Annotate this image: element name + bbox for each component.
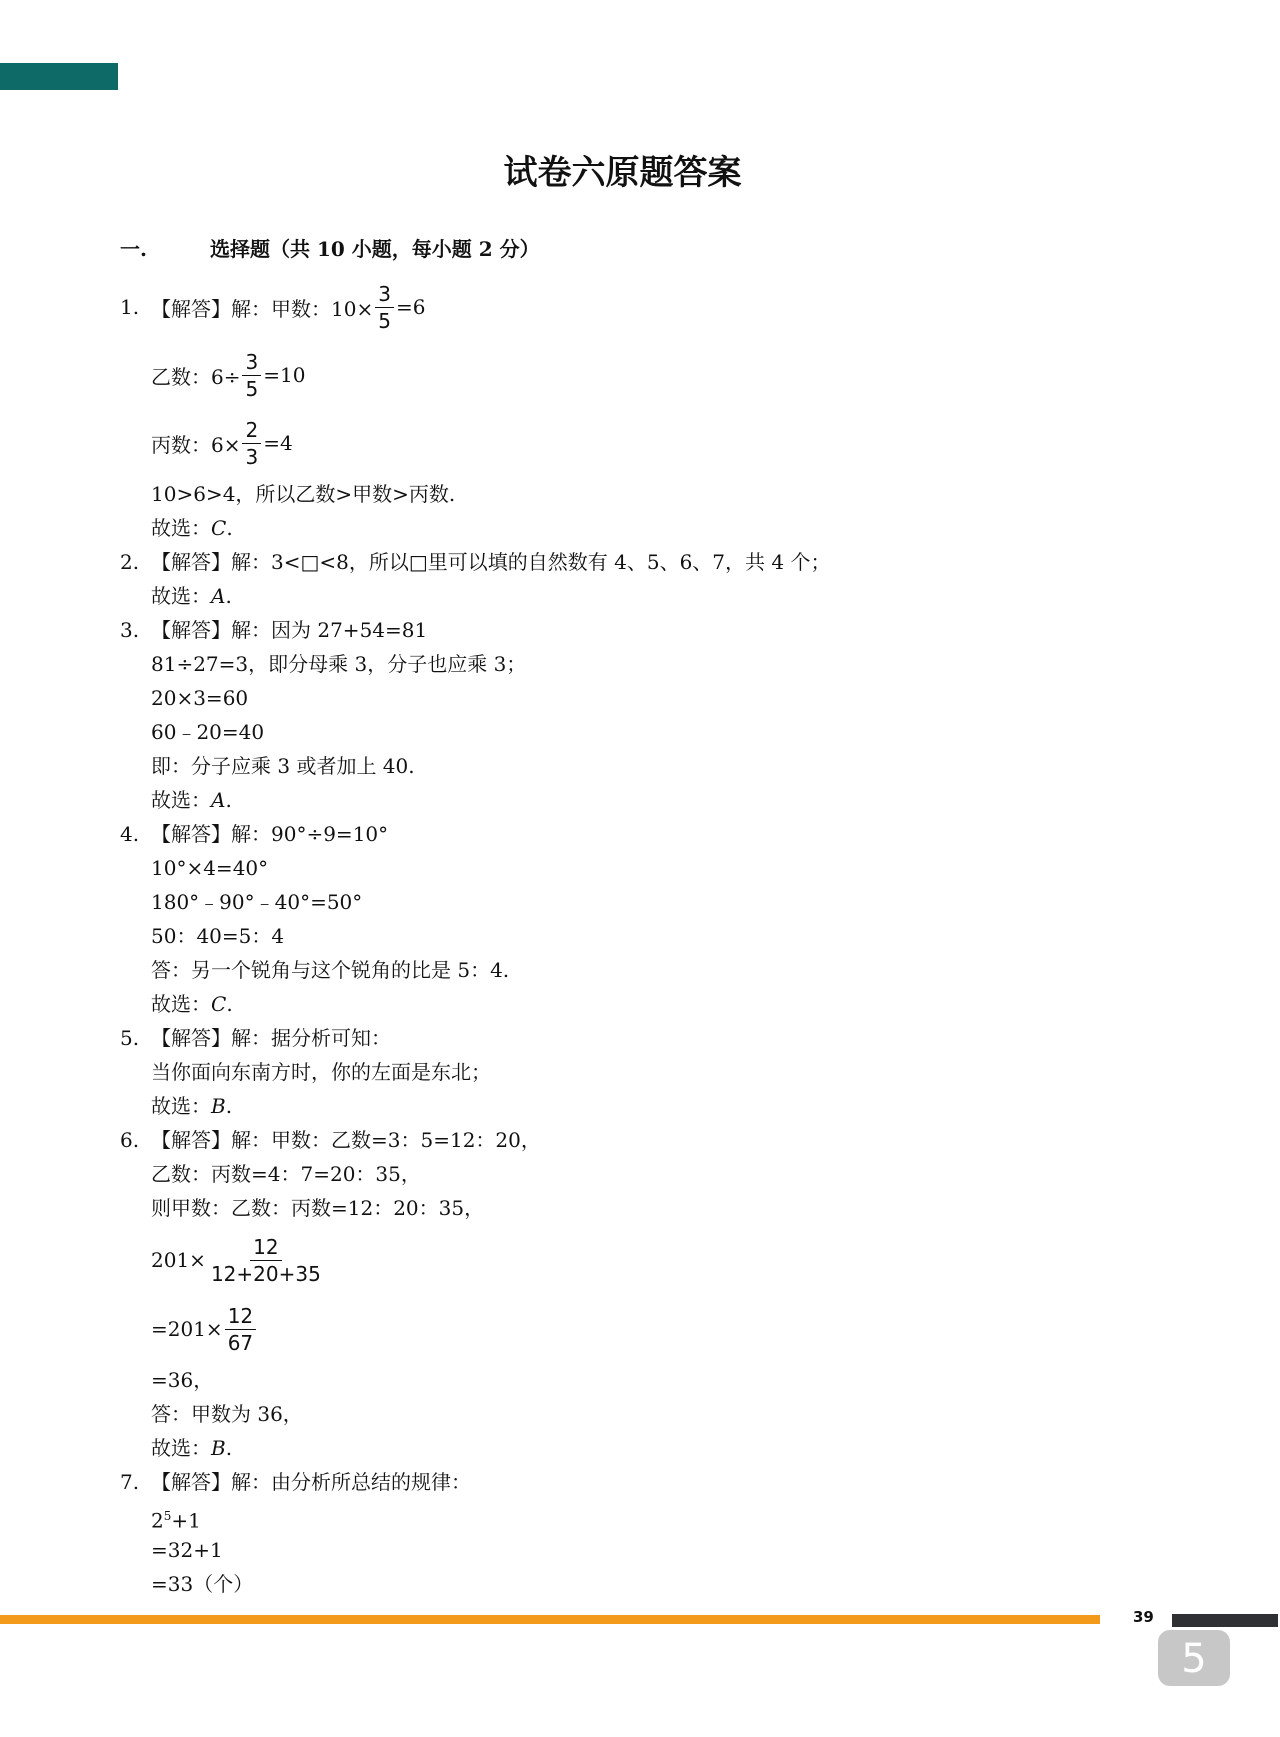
q3-line-5: 即：分子应乘 3 或者加上 40. bbox=[151, 754, 415, 778]
section-number: 一. bbox=[120, 237, 147, 261]
numerator: 3 bbox=[375, 281, 394, 308]
choice-period: . bbox=[225, 584, 232, 608]
q6-line-2: 乙数：丙数=4：7=20：35， bbox=[151, 1162, 421, 1186]
denominator: 67 bbox=[227, 1330, 254, 1355]
power-base: 2 bbox=[151, 1508, 164, 1533]
q6-line-7: 答：甲数为 36， bbox=[151, 1402, 303, 1426]
q1-line-4: 10>6>4，所以乙数>甲数>丙数. bbox=[151, 482, 456, 506]
q6-text: 201× bbox=[151, 1248, 206, 1272]
denominator: 12+20+35 bbox=[210, 1261, 321, 1286]
question-number: 4. bbox=[120, 822, 140, 846]
q3-line-1 bbox=[120, 613, 1120, 647]
choice-answer: B bbox=[211, 1094, 226, 1118]
q3-line-4: 60﹣20=40 bbox=[151, 720, 265, 744]
q5-line-2: 当你面向东南方时，你的左面是东北； bbox=[151, 1060, 491, 1084]
q3-choice bbox=[120, 783, 1120, 817]
choice-period: . bbox=[225, 788, 232, 812]
q1-result: =6 bbox=[395, 295, 426, 319]
q2-text: 【解答】解：3<□<8，所以□里可以填的自然数有 4、5、6、7，共 4 个； bbox=[151, 550, 831, 574]
choice-answer: A bbox=[211, 584, 226, 608]
numerator: 12 bbox=[250, 1234, 281, 1261]
q4-text: 【解答】解：90°÷9=10° bbox=[151, 822, 389, 846]
fraction-3-5 bbox=[375, 281, 394, 334]
question-number: 5. bbox=[120, 1026, 140, 1050]
q3-line-3: 20×3=60 bbox=[151, 686, 249, 710]
numerator: 2 bbox=[242, 417, 261, 444]
numerator: 12 bbox=[225, 1303, 256, 1330]
q4-line-3: 180°﹣90°﹣40°=50° bbox=[151, 890, 363, 914]
q1-result: =10 bbox=[263, 363, 306, 387]
q4-line-1 bbox=[120, 817, 1120, 851]
choice-label: 故选： bbox=[151, 584, 211, 608]
footer-orange-line bbox=[0, 1615, 1100, 1624]
q7-text: 【解答】解：由分析所总结的规律： bbox=[151, 1470, 471, 1494]
footer-dark-bar bbox=[1172, 1614, 1278, 1627]
answer-content bbox=[120, 273, 1120, 1601]
choice-period: . bbox=[226, 516, 233, 540]
denominator: 5 bbox=[378, 308, 391, 333]
choice-period: . bbox=[226, 992, 233, 1016]
q3-text: 【解答】解：因为 27+54=81 bbox=[151, 618, 428, 642]
q6-choice bbox=[120, 1431, 1120, 1465]
fraction-12-over-sum bbox=[208, 1234, 324, 1287]
page-number: 39 bbox=[1133, 1608, 1154, 1626]
q1-result: =4 bbox=[263, 431, 293, 455]
choice-label: 故选： bbox=[151, 1436, 211, 1460]
numerator: 3 bbox=[242, 349, 261, 376]
question-number: 7. bbox=[120, 1470, 140, 1494]
denominator: 3 bbox=[245, 444, 259, 469]
choice-period: . bbox=[225, 1436, 233, 1460]
fraction-2-3 bbox=[242, 417, 261, 470]
choice-label: 故选： bbox=[151, 516, 211, 540]
question-number: 2. bbox=[120, 550, 140, 574]
choice-answer: C bbox=[211, 992, 227, 1016]
q7-line-4: =33（个） bbox=[151, 1572, 254, 1596]
choice-answer: B bbox=[211, 1436, 226, 1460]
q5-line-1 bbox=[120, 1021, 1120, 1055]
power-exponent: 5 bbox=[163, 1509, 172, 1523]
question-number: 1. bbox=[120, 295, 140, 319]
q1-text: 丙数：6× bbox=[151, 432, 241, 457]
q1-line-2 bbox=[120, 341, 1120, 409]
denominator: 5 bbox=[245, 376, 259, 401]
fraction-12-67 bbox=[225, 1303, 256, 1356]
q6-text: =201× bbox=[151, 1317, 223, 1341]
q6-line-5 bbox=[120, 1295, 1120, 1363]
q6-line-1 bbox=[120, 1123, 1120, 1157]
q4-line-5: 答：另一个锐角与这个锐角的比是 5：4. bbox=[151, 958, 510, 982]
choice-period: . bbox=[225, 1094, 233, 1118]
q4-line-4: 50：40=5：4 bbox=[151, 924, 285, 948]
question-number: 3. bbox=[120, 618, 140, 642]
q4-choice bbox=[120, 987, 1120, 1021]
q6-line-4 bbox=[120, 1225, 1120, 1295]
q6-text: 【解答】解：甲数：乙数=3：5=12：20， bbox=[151, 1128, 541, 1152]
page-badge: 5 bbox=[1158, 1630, 1230, 1686]
fraction-3-5 bbox=[242, 349, 261, 402]
q6-line-3: 则甲数：乙数：丙数=12：20：35， bbox=[151, 1196, 485, 1220]
q2-choice bbox=[120, 579, 1120, 613]
header-accent-bar bbox=[0, 63, 118, 90]
q6-line-6: =36， bbox=[151, 1368, 214, 1392]
choice-answer: C bbox=[211, 516, 227, 540]
choice-answer: A bbox=[211, 788, 226, 812]
q3-line-2: 81÷27=3，即分母乘 3，分子也应乘 3； bbox=[151, 652, 527, 676]
choice-label: 故选： bbox=[151, 992, 211, 1016]
q7-line-3: =32+1 bbox=[151, 1538, 223, 1562]
question-number: 6. bbox=[120, 1128, 140, 1152]
q2-line-1 bbox=[120, 545, 1120, 579]
q5-text: 【解答】解：据分析可知： bbox=[151, 1026, 391, 1050]
q7-line-1 bbox=[120, 1465, 1120, 1499]
q1-text: 乙数：6÷ bbox=[151, 364, 241, 389]
q1-line-3 bbox=[120, 409, 1120, 477]
section-heading bbox=[120, 233, 540, 262]
choice-label: 故选： bbox=[151, 1094, 211, 1118]
q1-line-1 bbox=[120, 273, 1120, 341]
q1-choice bbox=[120, 511, 1120, 545]
q1-text: 【解答】解：甲数：10× bbox=[151, 296, 374, 321]
page-title: 试卷六原题答案 bbox=[503, 153, 742, 193]
q5-choice bbox=[120, 1089, 1120, 1123]
q4-line-2: 10°×4=40° bbox=[151, 856, 269, 880]
choice-label: 故选： bbox=[151, 788, 211, 812]
q7-text: +1 bbox=[171, 1508, 201, 1533]
q7-line-2 bbox=[120, 1499, 1120, 1533]
section-title: 选择题（共 10 小题，每小题 2 分） bbox=[210, 237, 540, 261]
